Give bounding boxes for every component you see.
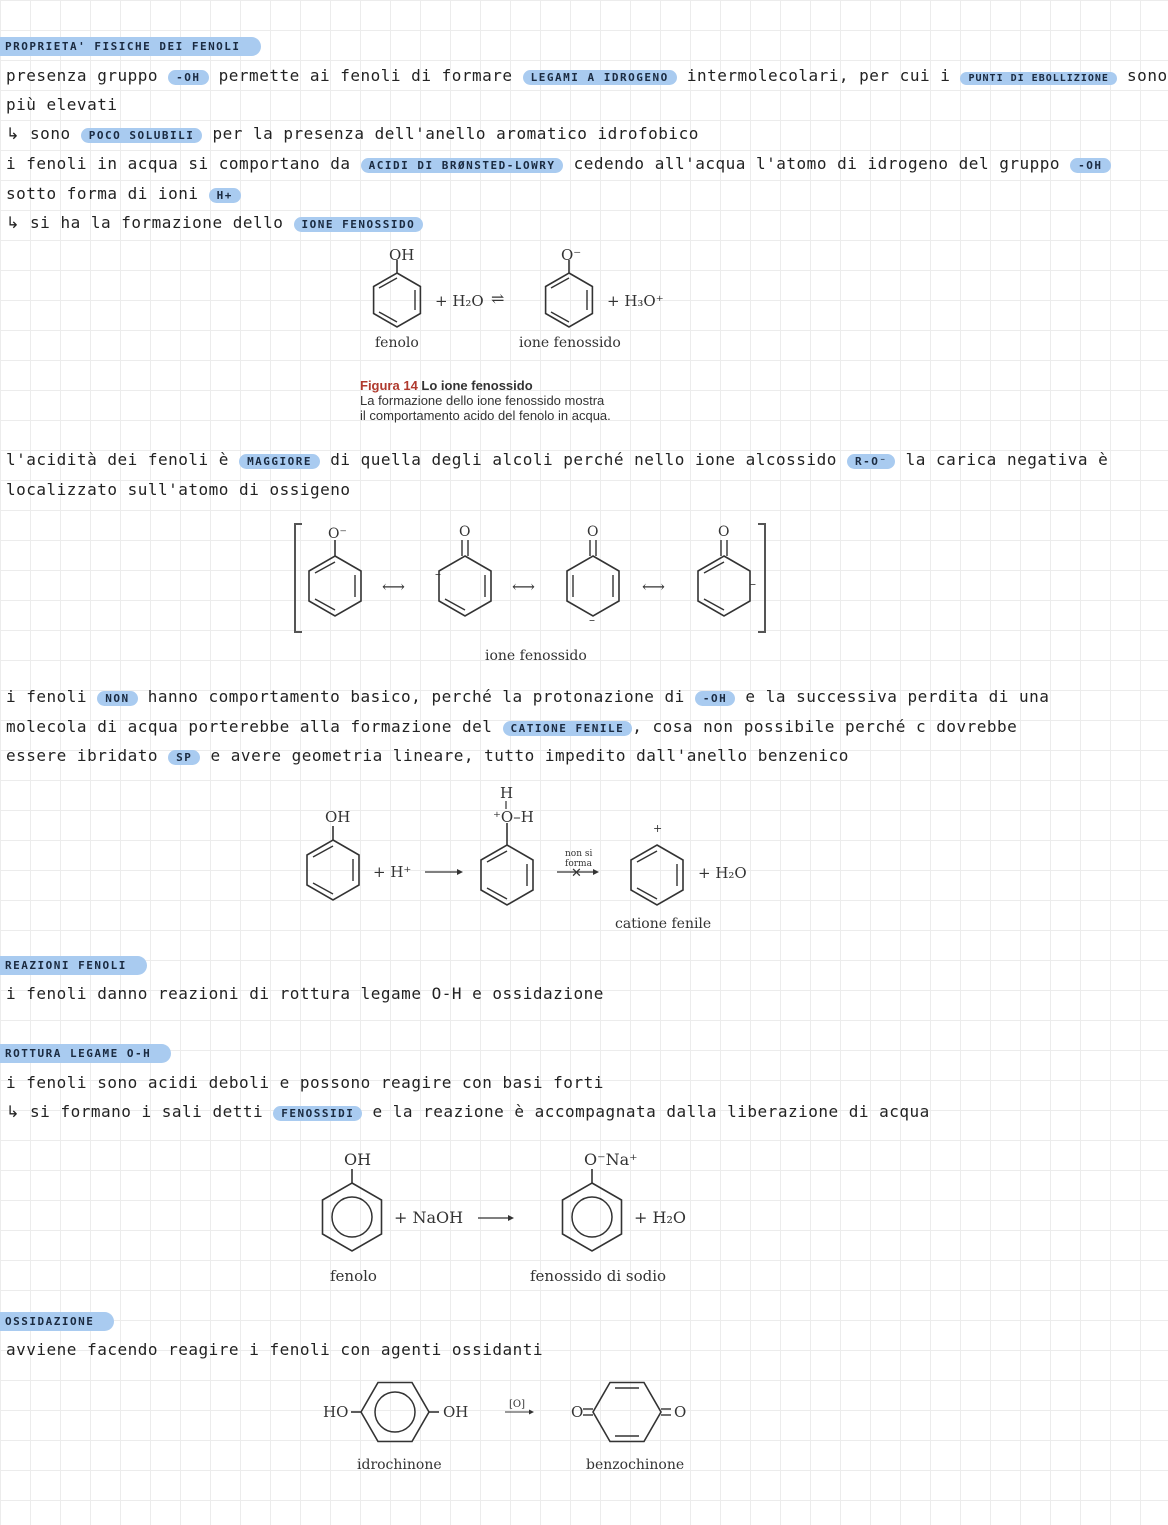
- text: la carica negativa è: [905, 450, 1109, 469]
- svg-text:–: –: [589, 613, 595, 627]
- label-oh: OH: [344, 1150, 372, 1169]
- section-header-physical: PROPRIETA' FISICHE DEI FENOLI: [0, 37, 261, 56]
- label-o: O: [459, 524, 471, 540]
- arrow-icon: ↳: [6, 124, 20, 143]
- text-line: [6, 184, 241, 203]
- label-oh: OH: [389, 246, 415, 264]
- highlight-boiling-points: PUNTI DI EBOLLIZIONE: [960, 72, 1116, 85]
- text-line: [6, 450, 1108, 469]
- label-plus-charge: +: [653, 822, 663, 835]
- text-line: [6, 480, 351, 499]
- text: di quella degli alcoli perché nello ione alcossido: [330, 450, 837, 469]
- plus-water: + H₂O: [435, 292, 484, 310]
- text-line: [6, 746, 849, 765]
- highlight-oh: -OH: [695, 691, 735, 706]
- caption-figure-number: Figura 14: [360, 378, 418, 393]
- label-ho: HO: [323, 1403, 349, 1421]
- text: i fenoli: [6, 687, 88, 706]
- resonance-arrow: ⟷: [642, 577, 665, 596]
- text: si formano i sali detti: [30, 1102, 264, 1121]
- highlight-sp: SP: [168, 750, 200, 765]
- text: , cosa non possibile perché c dovrebbe: [632, 717, 1018, 736]
- label-ione-fenossido: ione fenossido: [519, 335, 621, 351]
- svg-text:–: –: [435, 567, 441, 581]
- phenoxide-ring: [546, 260, 593, 327]
- resonance-arrow: ⟷: [382, 577, 405, 596]
- plus-water: + H₂O: [634, 1208, 686, 1227]
- highlight-hydrogen-bonds: LEGAMI A IDROGENO: [523, 70, 677, 85]
- text-line: [6, 124, 699, 143]
- highlight-ione-fenossido: IONE FENOSSIDO: [294, 217, 424, 232]
- cross-icon: ✕: [571, 866, 582, 881]
- text: localizzato sull'atomo di ossigeno: [6, 480, 351, 499]
- section-header-oh-break: ROTTURA LEGAME O-H: [0, 1044, 171, 1063]
- label-reagent: [O]: [509, 1399, 526, 1410]
- label-o-minus: O⁻: [561, 246, 582, 264]
- text-line: [6, 687, 1049, 706]
- label-fenolo: fenolo: [375, 335, 419, 351]
- highlight-alkoxide: R-O⁻: [847, 454, 896, 469]
- figure-oxidation: [315, 1372, 715, 1477]
- text-line: [6, 1073, 604, 1092]
- text: hanno comportamento basico, perché la protonazione di: [147, 687, 685, 706]
- label-oh: OH: [443, 1403, 469, 1421]
- text: i fenoli sono acidi deboli e possono reagire con basi forti: [6, 1073, 604, 1092]
- plus-hydronium: + H₃O⁺: [607, 292, 664, 310]
- equilibrium-arrow: ⇌: [491, 289, 505, 308]
- caption-title: Lo ione fenossido: [421, 378, 533, 393]
- text-line: [6, 984, 604, 1003]
- text: avviene facendo reagire i fenoli con agenti ossidanti: [6, 1340, 544, 1359]
- text: presenza gruppo: [6, 66, 158, 85]
- arrow-icon: ↳: [6, 1102, 20, 1121]
- label-fenossido-sodio: fenossido di sodio: [530, 1267, 667, 1285]
- svg-text:–: –: [750, 577, 756, 591]
- section-header-oxidation: OSSIDAZIONE: [0, 1312, 114, 1331]
- highlight-h-plus: H+: [209, 188, 241, 203]
- highlight-non: NON: [97, 691, 137, 706]
- plus-water: + H₂O: [698, 864, 747, 882]
- caption-line: il comportamento acido del fenolo in acqua.: [360, 408, 611, 423]
- text: intermolecolari, per cui i: [686, 66, 951, 85]
- label-h: H: [500, 784, 514, 802]
- label-o-right: O: [674, 1403, 687, 1421]
- label-o-minus: O⁻: [328, 526, 347, 542]
- label-o-na: O⁻Na⁺: [584, 1150, 638, 1169]
- text: sotto forma di ioni: [6, 184, 199, 203]
- label-catione-fenile: catione fenile: [615, 916, 712, 932]
- section-header-reactions: REAZIONI FENOLI: [0, 956, 147, 975]
- label-oh-plus: ⁺O–H: [493, 808, 534, 826]
- label-fenolo: fenolo: [330, 1267, 377, 1285]
- highlight-fenossidi: FENOSSIDI: [273, 1106, 362, 1121]
- text-line: [6, 717, 1017, 736]
- text-line: [6, 213, 423, 232]
- text: si ha la formazione dello: [30, 213, 284, 232]
- text: i fenoli in acqua si comportano da: [6, 154, 351, 173]
- label-non-si: non si: [565, 849, 593, 859]
- text-line: [6, 154, 1111, 173]
- label-ione-fenossido: ione fenossido: [485, 648, 587, 664]
- highlight-oh: -OH: [1070, 158, 1110, 173]
- text-line: [6, 1340, 543, 1359]
- phenol-ring: [374, 260, 421, 327]
- label-oh: OH: [325, 808, 351, 826]
- caption-line: La formazione dello ione fenossido mostra: [360, 393, 605, 408]
- text: l'acidità dei fenoli è: [6, 450, 229, 469]
- highlight-oh: -OH: [168, 70, 208, 85]
- text-line: [6, 95, 117, 114]
- figure-phenoxide-formation: [355, 240, 695, 360]
- label-o-left: O: [571, 1403, 584, 1421]
- text: i fenoli danno reazioni di rottura legame O-H e ossidazione: [6, 984, 604, 1003]
- figure-phenyl-cation: [295, 782, 765, 942]
- text: più elevati: [6, 95, 118, 114]
- resonance-arrow: ⟷: [512, 577, 535, 596]
- text: sono: [1127, 66, 1168, 85]
- highlight-maggiore: MAGGIORE: [239, 454, 320, 469]
- text-line: [6, 66, 1168, 85]
- label-forma: forma: [565, 859, 592, 869]
- text-line: [6, 1102, 930, 1121]
- text: e avere geometria lineare, tutto impedito dall'anello benzenico: [210, 746, 849, 765]
- highlight-poco-solubili: POCO SOLUBILI: [81, 128, 203, 143]
- text: e la reazione è accompagnata dalla liberazione di acqua: [372, 1102, 930, 1121]
- figure-caption: [360, 378, 611, 423]
- text: cedendo all'acqua l'atomo di idrogeno del gruppo: [573, 154, 1060, 173]
- text: permette ai fenoli di formare: [218, 66, 513, 85]
- highlight-bronsted: ACIDI DI BRØNSTED-LOWRY: [361, 158, 564, 173]
- text: molecola di acqua porterebbe alla formazione del: [6, 717, 493, 736]
- label-o: O: [587, 524, 599, 540]
- label-benzochinone: benzochinone: [586, 1457, 685, 1473]
- text: e la successiva perdita di una: [745, 687, 1050, 706]
- label-idrochinone: idrochinone: [357, 1457, 442, 1473]
- plus-h: + H⁺: [373, 863, 412, 881]
- figure-resonance: [290, 518, 770, 668]
- plus-naoh: + NaOH: [394, 1208, 464, 1227]
- label-o: O: [718, 524, 730, 540]
- arrow-icon: ↳: [6, 213, 20, 232]
- highlight-catione-fenile: CATIONE FENILE: [503, 721, 633, 736]
- text: sono: [30, 124, 71, 143]
- figure-sodium-phenoxide: [300, 1145, 700, 1290]
- text: essere ibridato: [6, 746, 158, 765]
- text: per la presenza dell'anello aromatico idrofobico: [212, 124, 699, 143]
